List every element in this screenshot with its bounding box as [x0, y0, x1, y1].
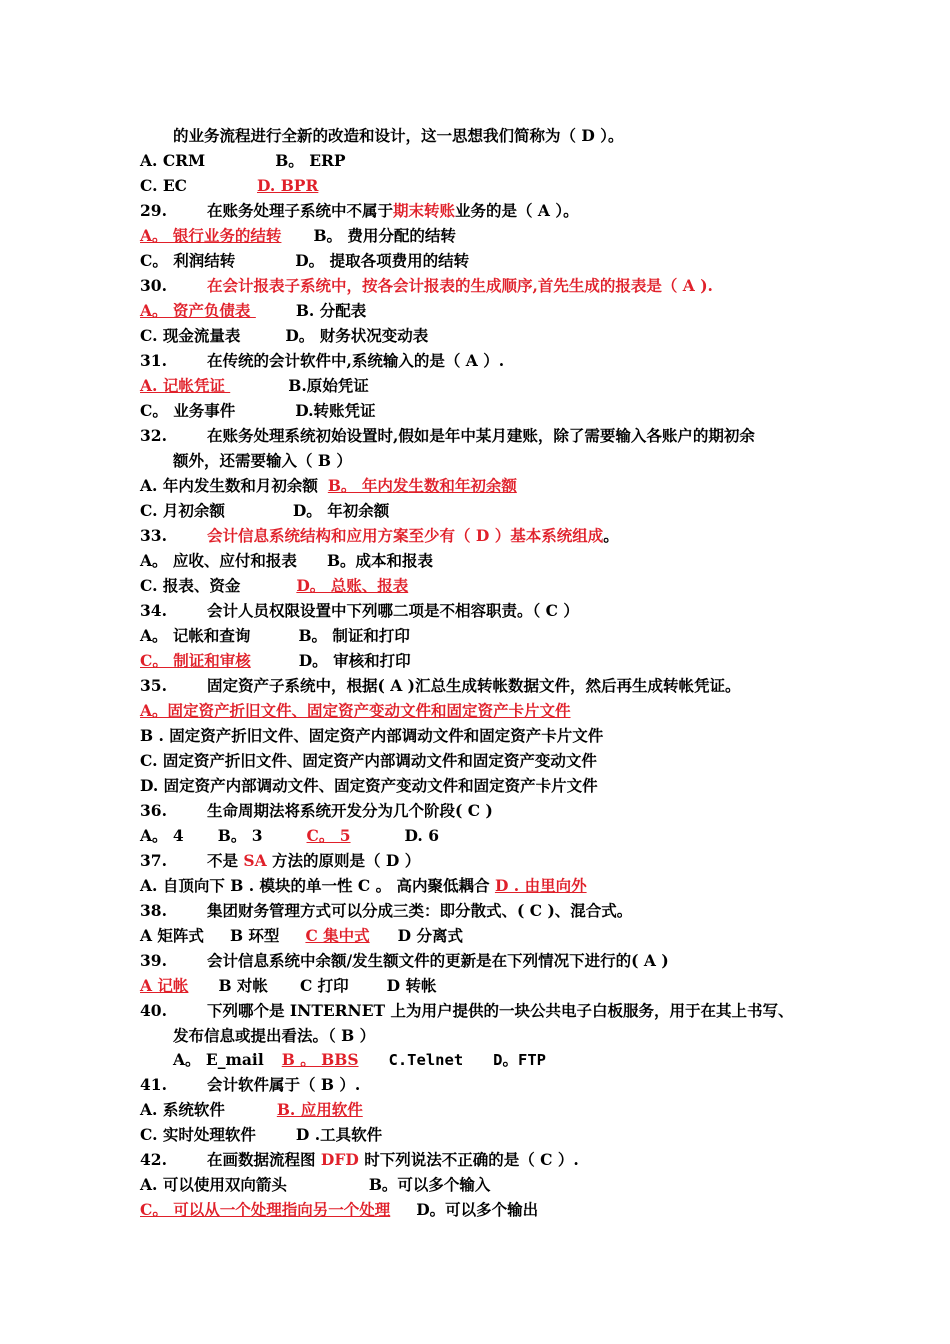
- text-line: [140, 649, 411, 673]
- text-span: C.Telnet: [388, 1051, 464, 1069]
- text-line: [140, 924, 463, 948]
- text-span: 。: [603, 526, 619, 545]
- text-span: A。 记帐和查询: [140, 626, 251, 645]
- answer-option: C。 可以从一个处理指向另一个处理: [140, 1200, 391, 1219]
- text-span: A。 应收、应付和报表: [140, 551, 297, 570]
- text-line: [173, 1024, 375, 1048]
- question-line: [140, 949, 669, 973]
- text-line: [140, 324, 428, 348]
- text-span: B。可以多个输入: [368, 1175, 491, 1194]
- answer-option: A. 记帐凭证: [140, 376, 231, 395]
- text-span: 的业务流程进行全新的改造和设计，这一思想我们简称为（ D ）。: [173, 126, 624, 145]
- text-span: B.原始凭证: [288, 376, 369, 395]
- question-line: [140, 199, 579, 223]
- text-line: [140, 624, 410, 648]
- text-span: D. 固定资产内部调动文件、固定资产变动文件和固定资产卡片文件: [140, 776, 598, 795]
- question-line: [140, 899, 633, 923]
- text-span: B。 3: [217, 826, 263, 845]
- answer-option: C。 制证和审核: [140, 651, 251, 670]
- question-number: 42.: [140, 1150, 167, 1169]
- text-span: C 打印: [299, 976, 349, 995]
- question-text: [207, 949, 669, 973]
- text-span: A。 E_mail: [173, 1050, 264, 1069]
- text-span: 在画数据流程图: [207, 1150, 321, 1169]
- text-span: 方法的原则是（ D ）: [266, 851, 421, 870]
- text-line: [173, 124, 624, 148]
- answer-option: C 集中式: [305, 926, 370, 945]
- question-number: 38.: [140, 901, 167, 920]
- text-span: A. 可以使用双向箭头: [140, 1175, 287, 1194]
- question-number: 37.: [140, 851, 167, 870]
- text-span: 会计信息系统中余额/发生额文件的更新是在下列情况下进行的( A ): [207, 951, 669, 970]
- question-line: [140, 599, 579, 623]
- text-line: [140, 699, 571, 723]
- question-line: [140, 1148, 579, 1172]
- answer-option: D . 由里向外: [494, 876, 587, 895]
- question-text: [207, 349, 504, 373]
- text-span: B 对帐: [218, 976, 268, 995]
- answer-option: C。 5: [306, 826, 351, 845]
- text-line: [140, 149, 346, 173]
- text-span: 业务的是（ A ）。: [455, 201, 579, 220]
- text-span: C。 业务事件: [140, 401, 236, 420]
- text-span: D。 审核和打印: [298, 651, 411, 670]
- answer-option: B. 应用软件: [276, 1100, 363, 1119]
- text-line: [140, 374, 369, 398]
- answer-option: B 。 BBS: [281, 1050, 359, 1069]
- text-line: [140, 499, 389, 523]
- text-span: 发布信息或提出看法。（ B ）: [173, 1026, 376, 1045]
- text-line: [140, 774, 598, 798]
- text-span: 集团财务管理方式可以分成三类：即分散式、( C )、混合式。: [207, 901, 633, 920]
- question-line: [140, 349, 505, 373]
- highlighted-text: SA: [243, 851, 267, 870]
- text-span: D。 财务状况变动表: [285, 326, 429, 345]
- text-span: 生命周期法将系统开发分为几个阶段( C ): [207, 801, 493, 820]
- question-number: 34.: [140, 601, 167, 620]
- text-span: C. 固定资产折旧文件、固定资产内部调动文件和固定资产变动文件: [140, 751, 597, 770]
- question-text: [207, 274, 713, 298]
- question-line: [140, 424, 755, 448]
- text-span: C。 利润结转: [140, 251, 236, 270]
- text-span: 固定资产子系统中，根据( A )汇总生成转帐数据文件，然后再生成转帐凭证。: [207, 676, 741, 695]
- text-span: A. 年内发生数和月初余额: [140, 476, 318, 495]
- text-span: C. 现金流量表: [140, 326, 241, 345]
- answer-option: A。 银行业务的结转: [140, 226, 282, 245]
- text-line: [140, 549, 433, 573]
- answer-option: A。固定资产折旧文件、固定资产变动文件和固定资产卡片文件: [140, 701, 571, 720]
- question-text: [207, 1148, 579, 1172]
- text-line: [140, 299, 366, 323]
- highlighted-text: 在会计报表子系统中，按各会计报表的生成顺序,首先生成的报表是（ A ).: [207, 276, 713, 295]
- text-line: [140, 174, 318, 198]
- question-line: [140, 999, 794, 1023]
- text-span: B。 费用分配的结转: [313, 226, 456, 245]
- text-line: [140, 724, 603, 748]
- question-text: [207, 424, 755, 448]
- answer-option: D. BPR: [257, 176, 319, 195]
- text-span: A 矩阵式: [140, 926, 204, 945]
- question-number: 40.: [140, 1001, 167, 1020]
- question-text: [207, 199, 579, 223]
- text-span: 在账务处理系统初始设置时,假如是年中某月建账，除了需要输入各账户的期初余: [207, 426, 755, 445]
- question-line: [140, 799, 493, 823]
- text-span: D。可以多个输出: [416, 1200, 539, 1219]
- highlighted-text: 期末转账: [393, 201, 456, 220]
- text-span: A. CRM: [140, 151, 206, 170]
- text-span: D 分离式: [397, 926, 464, 945]
- question-text: [207, 524, 619, 548]
- text-line: [140, 574, 408, 598]
- text-line: [140, 974, 437, 998]
- question-number: 39.: [140, 951, 167, 970]
- question-number: 33.: [140, 526, 167, 545]
- answer-option: B。 年内发生数和年初余额: [327, 476, 517, 495]
- question-number: 41.: [140, 1075, 167, 1094]
- text-span: A。 4: [140, 826, 184, 845]
- text-span: B。 ERP: [275, 151, 346, 170]
- question-number: 31.: [140, 351, 167, 370]
- answer-option: A。 资产负债表: [140, 301, 256, 320]
- text-span: C. 报表、资金: [140, 576, 241, 595]
- text-span: 时下列说法不正确的是（ C ）.: [358, 1150, 579, 1169]
- question-number: 35.: [140, 676, 167, 695]
- question-text: [207, 999, 793, 1023]
- text-line: [140, 1198, 538, 1222]
- question-line: [140, 274, 713, 298]
- answer-option: D。 总账、报表: [296, 576, 409, 595]
- text-line: [140, 399, 376, 423]
- text-span: C. 月初余额: [140, 501, 225, 520]
- text-line: [140, 749, 597, 773]
- text-span: D。FTP: [493, 1051, 546, 1069]
- question-number: 36.: [140, 801, 167, 820]
- text-span: D 转帐: [386, 976, 437, 995]
- question-line: [140, 674, 741, 698]
- text-span: 在传统的会计软件中,系统输入的是（ A ）.: [207, 351, 505, 370]
- question-text: [207, 599, 579, 623]
- text-line: [140, 1173, 490, 1197]
- text-span: B。成本和报表: [326, 551, 434, 570]
- question-text: [207, 1073, 360, 1097]
- text-span: D .工具软件: [295, 1125, 383, 1144]
- text-line: [173, 1048, 546, 1072]
- question-text: [207, 799, 493, 823]
- text-line: [140, 1123, 382, 1147]
- text-span: 下列哪个是 INTERNET 上为用户提供的一块公共电子白板服务，用于在其上书写、: [207, 1001, 794, 1020]
- highlighted-text: 会计信息系统结构和应用方案至少有（ D ）基本系统组成: [207, 526, 604, 545]
- text-line: [140, 249, 469, 273]
- text-span: D。 年初余额: [292, 501, 390, 520]
- question-number: 29.: [140, 201, 167, 220]
- question-text: [207, 849, 420, 873]
- text-span: B. 分配表: [295, 301, 367, 320]
- text-span: 不是: [207, 851, 244, 870]
- highlighted-text: DFD: [320, 1150, 359, 1169]
- text-line: [173, 449, 352, 473]
- text-line: [140, 824, 439, 848]
- text-line: [140, 224, 456, 248]
- answer-option: A 记帐: [140, 976, 189, 995]
- text-span: B 环型: [229, 926, 280, 945]
- text-line: [140, 1098, 363, 1122]
- text-span: D.转账凭证: [295, 401, 376, 420]
- text-span: C. 实时处理软件: [140, 1125, 256, 1144]
- text-line: [140, 474, 517, 498]
- question-line: [140, 1073, 361, 1097]
- question-line: [140, 849, 421, 873]
- text-span: C. EC: [140, 176, 188, 195]
- text-span: A. 自顶向下 B . 模块的单一性 C 。 高内聚低耦合: [140, 876, 495, 895]
- text-span: B。 制证和打印: [298, 626, 410, 645]
- text-span: 额外，还需要输入（ B ）: [173, 451, 352, 470]
- question-text: [207, 674, 741, 698]
- question-number: 32.: [140, 426, 167, 445]
- text-span: B . 固定资产折旧文件、固定资产内部调动文件和固定资产卡片文件: [140, 726, 604, 745]
- text-span: D。 提取各项费用的结转: [295, 251, 470, 270]
- text-line: [140, 874, 587, 898]
- question-line: [140, 524, 619, 548]
- text-span: D. 6: [404, 826, 440, 845]
- text-span: 在账务处理子系统中不属于: [207, 201, 394, 220]
- text-span: 会计软件属于（ B ）.: [207, 1075, 361, 1094]
- question-number: 30.: [140, 276, 167, 295]
- question-text: [207, 899, 632, 923]
- text-span: 会计人员权限设置中下列哪二项是不相容职责。（ C ）: [207, 601, 579, 620]
- text-span: A. 系统软件: [140, 1100, 225, 1119]
